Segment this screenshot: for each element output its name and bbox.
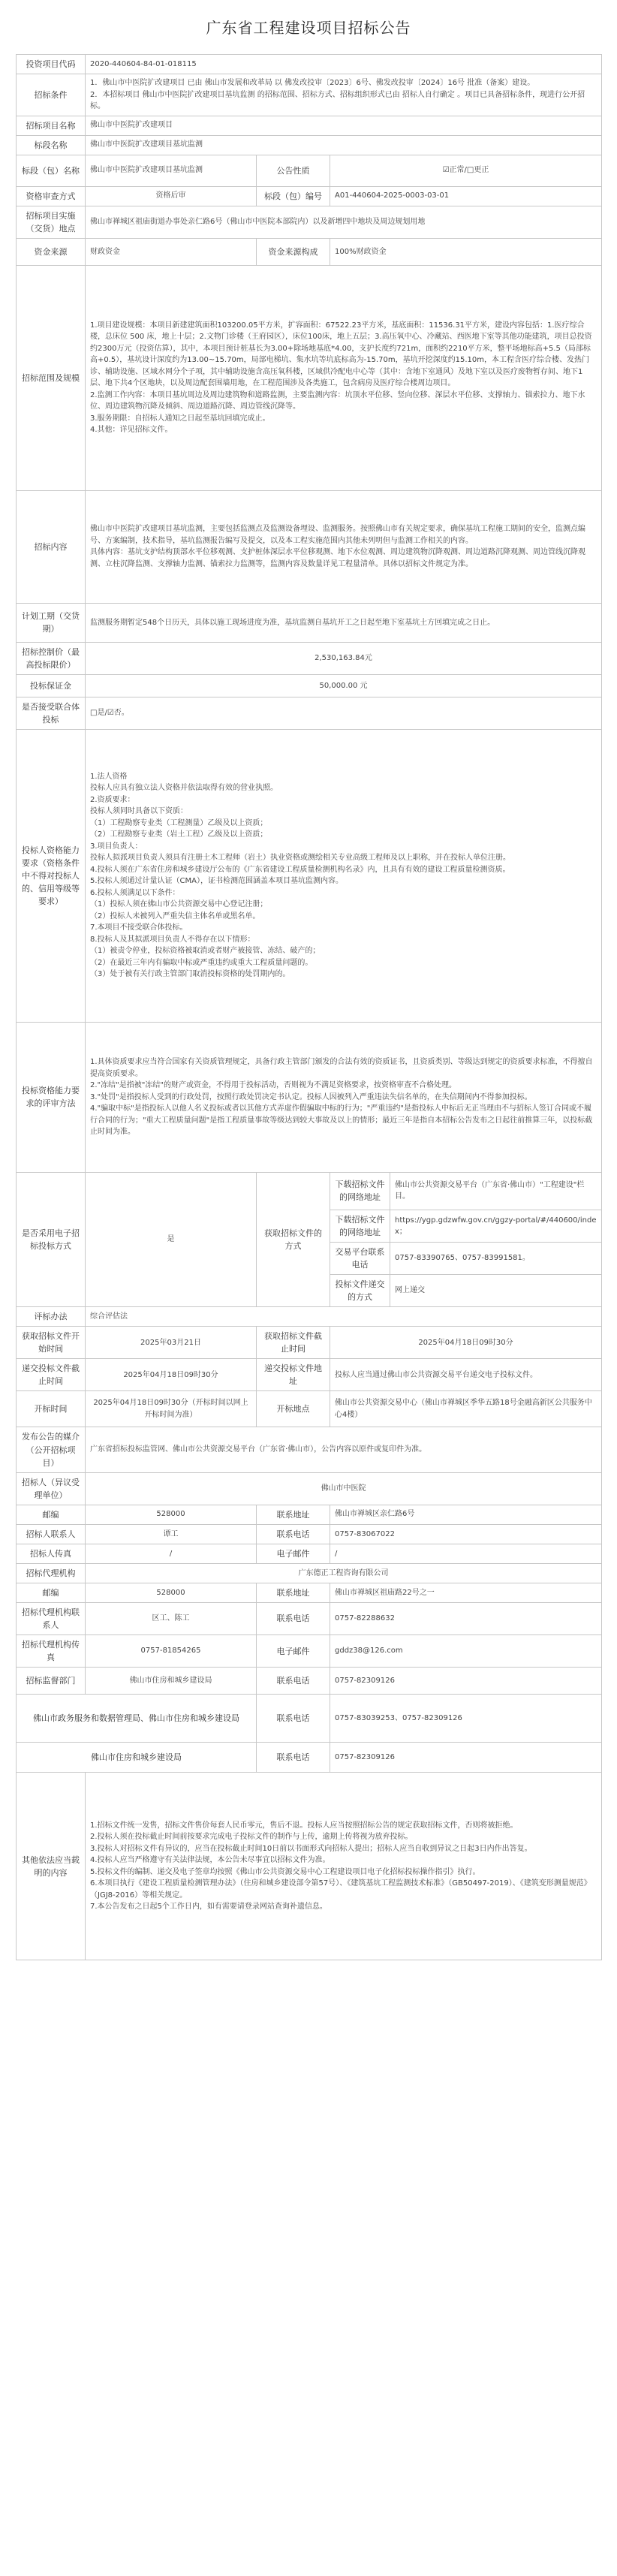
doc-url-value[interactable]: https://ygp.gdzwfw.gov.cn/ggzy-portal/#/440600/index； bbox=[390, 1210, 602, 1242]
row-evaluation bbox=[17, 1307, 602, 1327]
row-agency-contact bbox=[17, 1602, 602, 1634]
method-label: 是否采用电子招标投标方式 bbox=[17, 1172, 86, 1306]
email-label: 电子邮件 bbox=[257, 1544, 330, 1563]
get-end-value: 2025年04月18日09时30分 bbox=[330, 1327, 602, 1359]
value: 佛山市中医院扩改建项目基坑监测 bbox=[86, 155, 257, 186]
ratio-label: 资金来源构成 bbox=[257, 238, 330, 265]
contact-label: 招标代理机构联系人 bbox=[17, 1602, 86, 1634]
phone-label: 联系电话 bbox=[257, 1668, 330, 1695]
row-tenderer-fax bbox=[17, 1544, 602, 1563]
contact-value: 谭工 bbox=[86, 1524, 257, 1544]
label: 投资项目代码 bbox=[17, 55, 86, 74]
get-start-value: 2025年03月21日 bbox=[86, 1327, 257, 1359]
phone-value: 0757-82309126 bbox=[330, 1668, 602, 1695]
value: 1.项目建设规模：本项目新建建筑面积103200.05平方米，扩容面积：67522.23平方米，基底面积：11536.31平方米，建设内容包括：1.医疗综合楼，总床位 500 床，地上十层；2.文物门诊楼（王府园区），床位100床，地上五层；3.高压氧中心、冷藏站、西医地下室等其他功能建筑，项目总投资约2300万元（投资估算），其中，本项目预计桩基长为3.00+除场地基底*4.00，支护长度约721m，面积约2210平方米，整平场地标高+5.5（局部标高+0.5），基坑设计深度约为13.00~15.70m，局部电梯坑、集水坑等坑底标高为-15.70m，基坑开挖深度约15.10m，本工程含医疗综合楼、发热门诊、辅助设施、区域水网分个子项，其中辅助设施含高压氧科楼，区域供冷配电中心等（其中：含地下室通风）及地下室以及医疗废物暂存间、地下1层、地下共4个区地块，以及周边配套围墙用地，在工程范围涉及各类施工，包含病房及医疗综合楼周边项目。 2.监测工作内容：本项目基坑周边及周边建筑物和道路监测，主要监测内容：坑顶水平位移、竖向位移、深层水平位移、支撑轴力、锚索拉力、地下水位、周边建筑物沉降及倾斜、周边道路沉降、周边管线沉降等。 3.服务期限：自招标人通知之日起至基坑回填完成止。 4.其他：详见招标文件。 bbox=[86, 265, 602, 490]
doc-label: 下载招标文件的网络地址 bbox=[330, 1172, 390, 1210]
phone-label: 联系电话 bbox=[257, 1695, 330, 1743]
label: 佛山市住房和城乡建设局 bbox=[17, 1743, 257, 1773]
row-regulator-1 bbox=[17, 1668, 602, 1695]
address-value: 佛山市禅城区祖庙路22号之一 bbox=[330, 1583, 602, 1602]
zip-value: 528000 bbox=[86, 1505, 257, 1524]
row-max-price bbox=[17, 642, 602, 674]
label: 投标保证金 bbox=[17, 674, 86, 697]
address-label: 联系地址 bbox=[257, 1505, 330, 1524]
page-title: 广东省工程建设项目招标公告 bbox=[206, 19, 411, 37]
value: 1．佛山市中医院扩改建项目 已由 佛山市发展和改革局 以 佛发改投审〔2023〕6号、佛发改投审〔2024〕16号 批准（备案）建设。 2．本招标项目 佛山市中医院扩改建项目基坑监测 的招标范围、招标方式、招标组织形式已由 招标人自行确定 。项目已具备招标条件，现进行公开招标。 bbox=[86, 74, 602, 116]
phone-value: 0757-83067022 bbox=[330, 1524, 602, 1544]
label: 招标项目实施（交货）地点 bbox=[17, 206, 86, 238]
email-value: gddz38@126.com bbox=[330, 1635, 602, 1668]
row-publish bbox=[17, 1427, 602, 1472]
row-content bbox=[17, 490, 602, 603]
address-label: 联系地址 bbox=[257, 1583, 330, 1602]
open-label: 开标时间 bbox=[17, 1391, 86, 1427]
value: 广东德正工程咨询有限公司 bbox=[86, 1563, 602, 1583]
row-regulator-2 bbox=[17, 1695, 602, 1743]
label: 是否接受联合体投标 bbox=[17, 697, 86, 729]
email-label: 电子邮件 bbox=[257, 1635, 330, 1668]
row-qualification-review bbox=[17, 186, 602, 206]
phone-label: 联系电话 bbox=[257, 1602, 330, 1634]
label: 发布公告的媒介（公开招标项目） bbox=[17, 1427, 86, 1472]
row-qualifications bbox=[17, 729, 602, 1022]
phone-label: 联系电话 bbox=[257, 1524, 330, 1544]
label: 资格审查方式 bbox=[17, 186, 86, 206]
method-value: 是 bbox=[86, 1172, 257, 1306]
phone-label: 交易平台联系电话 bbox=[330, 1243, 390, 1275]
value: 2,530,163.84元 bbox=[86, 642, 602, 674]
row-bid-bond bbox=[17, 674, 602, 697]
announcement-table bbox=[16, 54, 602, 1960]
value: 综合评估法 bbox=[86, 1307, 602, 1327]
row-get-dates bbox=[17, 1327, 602, 1359]
row-tenderer-zip bbox=[17, 1505, 602, 1524]
ratio-value: 100%财政资金 bbox=[330, 238, 602, 265]
value: 1.具体资质要求应当符合国家有关资质管理规定，具备行政主管部门颁发的合法有效的资质证书，且资质类别、等级达到规定的资质要求标准，不得擅自提高资质要求。 2."冻结"是指被"冻结"的财产或资金，不得用于投标活动，否则视为不满足资格要求，按资格审查不合格处理。 3."处罚"是指投标人受到的行政处罚，按照行政处罚决定书认定。投标人因被列入严重违法失信名单的，在失信期间内不得参加投标。 4."骗取中标"是指投标人以他人名义投标或者以其他方式弄虚作假骗取中标的行为；"严重违约"是指投标人中标后无正当理由不与招标人签订合同或不履行合同的行为；"重大工程质量问题"是指工程质量事故等级达到较大事故及以上的情形；最近三年是指自本招标公告发布之日起往前推算三年，以投标截止时间为准。 bbox=[86, 1022, 602, 1172]
value: 2020-440604-84-01-018115 bbox=[86, 55, 602, 74]
zip-label: 邮编 bbox=[17, 1505, 86, 1524]
label: 评标办法 bbox=[17, 1307, 86, 1327]
row-agency-zip bbox=[17, 1583, 602, 1602]
row-bid-name bbox=[17, 135, 602, 155]
row-period bbox=[17, 603, 602, 642]
row-agency-fax bbox=[17, 1635, 602, 1668]
zip-value: 528000 bbox=[86, 1583, 257, 1602]
fax-label: 招标代理机构传真 bbox=[17, 1635, 86, 1668]
submit-end-label: 递交投标文件截止时间 bbox=[17, 1359, 86, 1391]
label: 招标控制价（最高投标限价） bbox=[17, 642, 86, 674]
email-value: / bbox=[330, 1544, 602, 1563]
label: 招标内容 bbox=[17, 490, 86, 603]
row-regulator-3 bbox=[17, 1743, 602, 1773]
row-agency bbox=[17, 1563, 602, 1583]
row-credit bbox=[17, 1022, 602, 1172]
phone-value: 0757-82288632 bbox=[330, 1602, 602, 1634]
value: 佛山市中医院扩改建项目基坑监测，主要包括监测点及监测设备埋设、监测服务。按照佛山市有关规定要求，确保基坑工程施工期间的安全，监测点编号、方案编制，技术指导，基坑监测报告编写及提交，以及本工程实施范围内其他未列明但与监测工作相关的内容。 具体内容：基坑支护结构顶部水平位移观测、支护桩体深层水平位移观测、地下水位观测、周边建筑物沉降观测、周边道路沉降观测、周边管线沉降观测、立柱沉降监测、支撑轴力监测、锚索拉力监测等，监测内容及数量详见工程量清单。具体以招标文件规定为准。 bbox=[86, 490, 602, 603]
value: 佛山市中医院 bbox=[86, 1472, 602, 1505]
value: □是/☑否。 bbox=[86, 697, 602, 729]
label: 佛山市政务服务和数据管理局、佛山市住房和城乡建设局 bbox=[17, 1695, 257, 1743]
value: 佛山市住房和城乡建设局 bbox=[86, 1668, 257, 1695]
fax-value: / bbox=[86, 1544, 257, 1563]
get-start-label: 获取招标文件开始时间 bbox=[17, 1327, 86, 1359]
row-submit bbox=[17, 1359, 602, 1391]
row-supervisor bbox=[17, 1472, 602, 1505]
row-tenderer-contact bbox=[17, 1524, 602, 1544]
row-cross-region bbox=[17, 697, 602, 729]
value: 资格后审 bbox=[86, 186, 257, 206]
submit-end-value: 2025年04月18日09时30分 bbox=[86, 1359, 257, 1391]
value: 广东省招标投标监管网、佛山市公共资源交易平台（广东省·佛山市），公告内容以原件或复印件为准。 bbox=[86, 1427, 602, 1472]
doc-value: 佛山市公共资源交易平台（广东省·佛山市）"工程建设"栏目。 bbox=[390, 1172, 602, 1210]
submit-addr-label: 递交投标文件地址 bbox=[257, 1359, 330, 1391]
value: 监测服务期暂定548个日历天，具体以施工现场进度为准，基坑监测自基坑开工之日起至地下室基坑土方回填完成之日止。 bbox=[86, 603, 602, 642]
get-end-label: 获取招标文件截止时间 bbox=[257, 1327, 330, 1359]
code-label: 标段（包）编号 bbox=[257, 186, 330, 206]
label: 招标范围及规模 bbox=[17, 265, 86, 490]
mode-value: ☑正常/□更正 bbox=[330, 155, 602, 186]
open-addr-value: 佛山市公共资源交易中心（佛山市禅城区季华五路18号金融高新区公共服务中心4楼） bbox=[330, 1391, 602, 1427]
label: 招标条件 bbox=[17, 74, 86, 116]
code-value: A01-440604-2025-0003-03-01 bbox=[330, 186, 602, 206]
label: 标段名称 bbox=[17, 135, 86, 155]
row-method-1 bbox=[17, 1172, 602, 1210]
value: 1.招标文件统一发售，招标文件售价每套人民币零元，售后不退。投标人应当按照招标公告的规定获取招标文件，否则将被拒绝。 2.投标人须在投标截止时间前按要求完成电子投标文件的制作与上传，逾期上传将视为放弃投标。 3.投标人对招标文件有异议的，应当在投标截止时间10日前以书面形式向招标人提出；招标人应当自收到异议之日起3日内作出答复。 4.投标人应当严格遵守有关法律法规，本公告未尽事宜以招标文件为准。 5.投标文件的编制、递交及电子签章均按照《佛山市公共资源交易中心工程建设项目电子化招标投标操作指引》执行。 6.本项目执行《建设工程质量检测管理办法》（住房和城乡建设部令第57号）、《建筑基坑工程监测技术标准》（GB50497-2019）、《建筑变形测量规范》（JGJ8-2016）等相关规定。 7.本公告发布之日起5个工作日内，如有需要请登录网站查询补遗信息。 bbox=[86, 1773, 602, 1960]
row-location bbox=[17, 206, 602, 238]
row-other bbox=[17, 1773, 602, 1960]
fax-label: 招标人传真 bbox=[17, 1544, 86, 1563]
submit-addr-value: 投标人应当通过佛山市公共资源交易平台递交电子投标文件。 bbox=[330, 1359, 602, 1391]
contact-label: 招标人联系人 bbox=[17, 1524, 86, 1544]
doc-url-label: 下载招标文件的网络地址 bbox=[330, 1210, 390, 1242]
label: 标段（包）名称 bbox=[17, 155, 86, 186]
value: 1.法人资格 投标人应具有独立法人资格并依法取得有效的营业执照。 2.资质要求： 投标人须同时具备以下资质： （1）工程勘察专业类（工程测量）乙级及以上资质； （2）工程勘察专业类（岩土工程）乙级及以上资质； 3.项目负责人： 投标人拟派项目负责人须具有注册土木工程师（岩土）执业资格或测绘相关专业高级工程师及以上职称，并在投标人单位注册。 4.投标人须在广东省住房和城乡建设厅公布的《广东省建设工程质量检测机构名录》内，且具有有效的建设工程质量检测资质。 5.投标人须通过计量认证（CMA），证书检测范围涵盖本项目基坑监测内容。 6.投标人须满足以下条件： （1）投标人须在佛山市公共资源交易中心登记注册； （2）投标人未被列入严重失信主体名单或黑名单。 7.本项目不接受联合体投标。 8.投标人及其拟派项目负责人不得存在以下情形： （1）被责令停业，投标资格被取消或者财产被接管、冻结、破产的； （2）在最近三年内有骗取中标或严重违约或重大工程质量问题的。 （3）处于被有关行政主管部门取消投标资格的处罚期内的。 bbox=[86, 729, 602, 1022]
row-funding bbox=[17, 238, 602, 265]
row-project-name bbox=[17, 116, 602, 135]
value: 50,000.00 元 bbox=[86, 674, 602, 697]
label: 投标资格能力要求的评审方法 bbox=[17, 1022, 86, 1172]
tender-value: 网上递交 bbox=[390, 1275, 602, 1307]
row-open bbox=[17, 1391, 602, 1427]
label: 投标人资格能力要求（资格条件中不得对投标人的、信用等级等要求） bbox=[17, 729, 86, 1022]
open-addr-label: 开标地点 bbox=[257, 1391, 330, 1427]
value: 佛山市禅城区祖庙街道办事处亲仁路6号（佛山市中医院本部院内）以及新增四中地块及周边规划用地 bbox=[86, 206, 602, 238]
platform-label: 获取招标文件的方式 bbox=[257, 1172, 330, 1306]
label: 招标项目名称 bbox=[17, 116, 86, 135]
label: 招标监督部门 bbox=[17, 1668, 86, 1695]
row-conditions bbox=[17, 74, 602, 116]
phone-value: 0757-83390765、0757-83991581。 bbox=[390, 1243, 602, 1275]
zip-label: 邮编 bbox=[17, 1583, 86, 1602]
tender-label: 投标文件递交的方式 bbox=[330, 1275, 390, 1307]
value: 佛山市中医院扩改建项目 bbox=[86, 116, 602, 135]
contact-value: 区工、陈工 bbox=[86, 1602, 257, 1634]
phone-label: 联系电话 bbox=[257, 1743, 330, 1773]
phone-value: 0757-83039253、0757-82309126 bbox=[330, 1695, 602, 1743]
open-value: 2025年04月18日09时30分（开标时间以网上开标时间为准） bbox=[86, 1391, 257, 1427]
fax-value: 0757-81854265 bbox=[86, 1635, 257, 1668]
label: 招标人（异议受理单位） bbox=[17, 1472, 86, 1505]
row-project-code bbox=[17, 55, 602, 74]
row-section bbox=[17, 155, 602, 186]
source-label: 资金来源 bbox=[17, 238, 86, 265]
phone-value: 0757-82309126 bbox=[330, 1743, 602, 1773]
value: 佛山市中医院扩改建项目基坑监测 bbox=[86, 135, 602, 155]
label: 计划工期（交货期） bbox=[17, 603, 86, 642]
label: 招标代理机构 bbox=[17, 1563, 86, 1583]
mode-label: 公告性质 bbox=[257, 155, 330, 186]
label: 其他依法应当载明的内容 bbox=[17, 1773, 86, 1960]
row-scope bbox=[17, 265, 602, 490]
source-value: 财政资金 bbox=[86, 238, 257, 265]
address-value: 佛山市禅城区亲仁路6号 bbox=[330, 1505, 602, 1524]
